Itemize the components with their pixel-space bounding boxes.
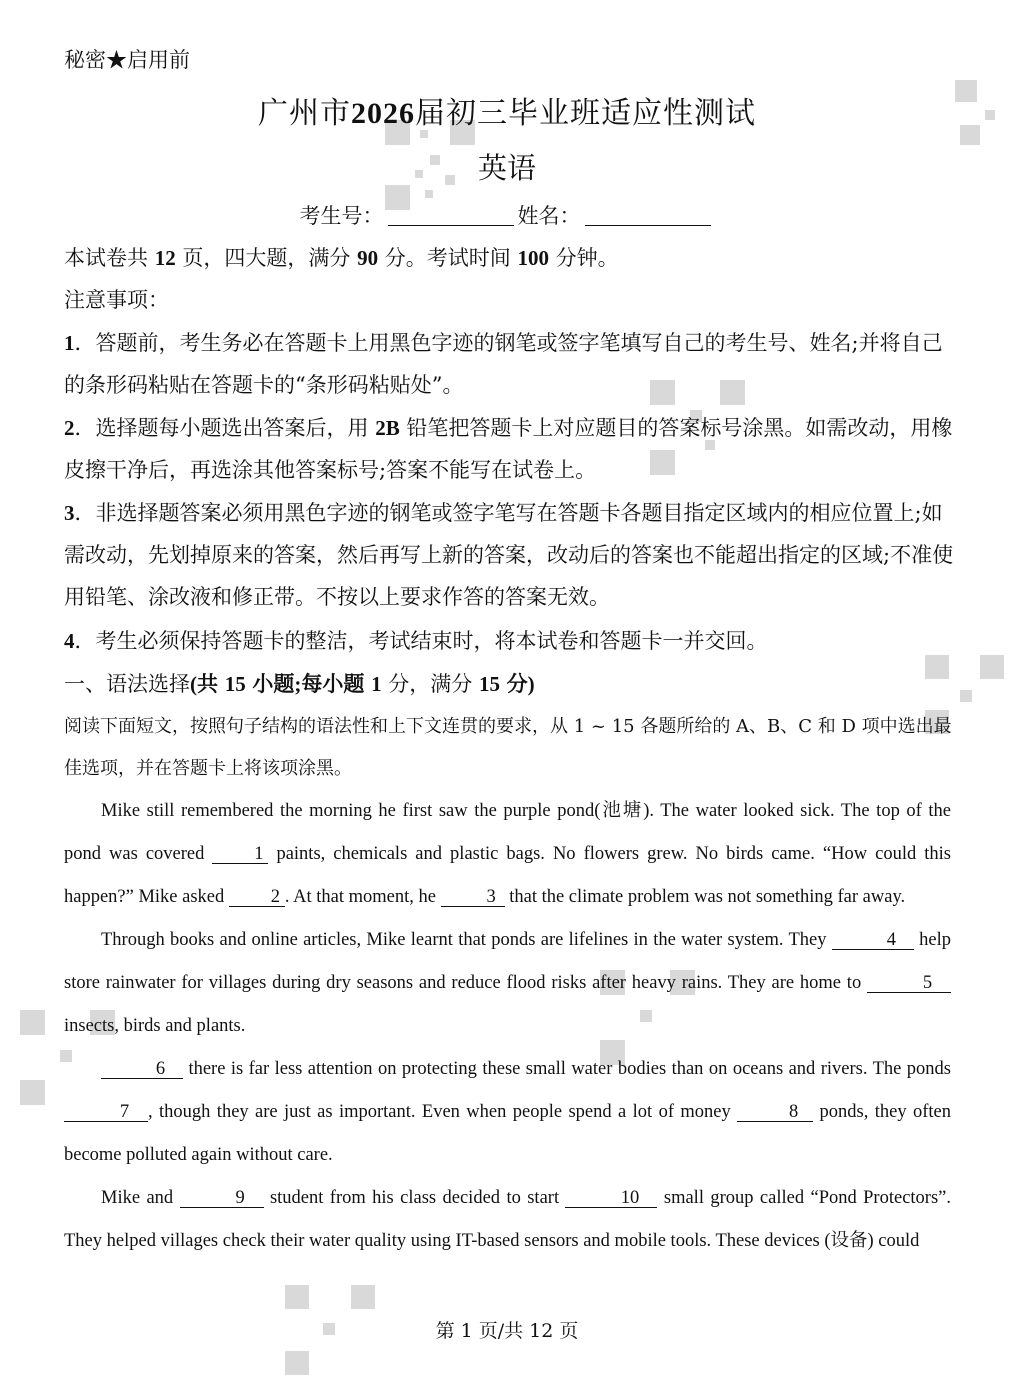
page-title: 广州市2026届初三毕业班适应性测试 [258, 96, 756, 131]
passage-paragraph: Mike still remembered the morning he first saw the purple pond(池塘). The water looked sick. The top of the pond was covered 1 paints, chemicals and plastic bags. No flowers grew. No birds came. “How could this happen?” Mike asked 2 . At that moment, he 3 that the climate problem was not something far away. [64, 801, 951, 907]
section-instruction: 阅读下面短文，按照句子结构的语法性和上下文连贯的要求，从 1 ~ 15 各题所给的 A、B、C 和 D 项中选出最佳选项，并在答题卡上将该项涂黑。 [64, 716, 952, 779]
blank-1: 1 [212, 845, 268, 864]
page-footer: 第 1 页/共 12 页 [435, 1320, 579, 1342]
passage-paragraph: 6 there is far less attention on protecting these small water bodies than on oceans and rivers. The ponds 7 , though they are just as important. Even when people spend a lot of money 8 ponds, they often become polluted again without care. [64, 1059, 951, 1165]
blank-10: 10 [565, 1189, 657, 1208]
passage-paragraph: Through books and online articles, Mike learnt that ponds are lifelines in the water system. They 4 help store rainwater for villages during dry seasons and reduce flood risks after heavy rains. They are home to 5 insects, birds and plants. [64, 930, 951, 1036]
note-item: 1．答题前，考生务必在答题卡上用黑色字迹的钢笔或签字笔填写自己的考生号、姓名;并将自己的条形码粘贴在答题卡的“条形码粘贴处”。 [64, 331, 943, 397]
blank-8: 8 [737, 1103, 813, 1122]
blank-3: 3 [441, 888, 505, 907]
subject-title: 英语 [477, 151, 536, 185]
section-heading: 一、语法选择(共 15 小题;每小题 1 分，满分 15 分) [64, 672, 535, 696]
confidential-mark: 秘密★启用前 [64, 48, 190, 72]
note-item: 2．选择题每小题选出答案后，用 2B 铅笔把答题卡上对应题目的答案标号涂黑。如需改动，用橡皮擦干净后，再选涂其他答案标号;答案不能写在试卷上。 [64, 416, 953, 482]
blank-5: 5 [867, 974, 951, 993]
passage-paragraph: Mike and 9 student from his class decided to start 10 small group called “Pond Protectors”. They helped villages check their water quality using IT-based sensors and mobile tools. These devices (设备) could [64, 1188, 951, 1251]
exam-summary: 本试卷共 12 页，四大题，满分 90 分。考试时间 100 分钟。 [64, 246, 619, 270]
blank-9: 9 [180, 1189, 264, 1208]
notes-title: 注意事项： [64, 288, 169, 312]
candidate-info-line [0, 200, 1014, 230]
note-item: 4．考生必须保持答题卡的整洁，考试结束时，将本试卷和答题卡一并交回。 [64, 629, 768, 653]
name-field[interactable] [585, 205, 711, 226]
passage [64, 790, 951, 1263]
blank-6: 6 [101, 1060, 183, 1079]
blank-2: 2 [229, 888, 285, 907]
exam-number-field[interactable] [388, 205, 514, 226]
note-item: 3．非选择题答案必须用黑色字迹的钢笔或签字笔写在答题卡各题目指定区域内的相应位置上;如需改动，先划掉原来的答案，然后再写上新的答案，改动后的答案也不能超出指定的区域;不准使用铅笔、涂改液和修正带。不按以上要求作答的答案无效。 [64, 501, 954, 609]
blank-4: 4 [832, 931, 914, 950]
name-label: 姓名： [517, 204, 581, 228]
exam-number-label: 考生号： [299, 204, 384, 228]
blank-7: 7 [64, 1103, 148, 1122]
